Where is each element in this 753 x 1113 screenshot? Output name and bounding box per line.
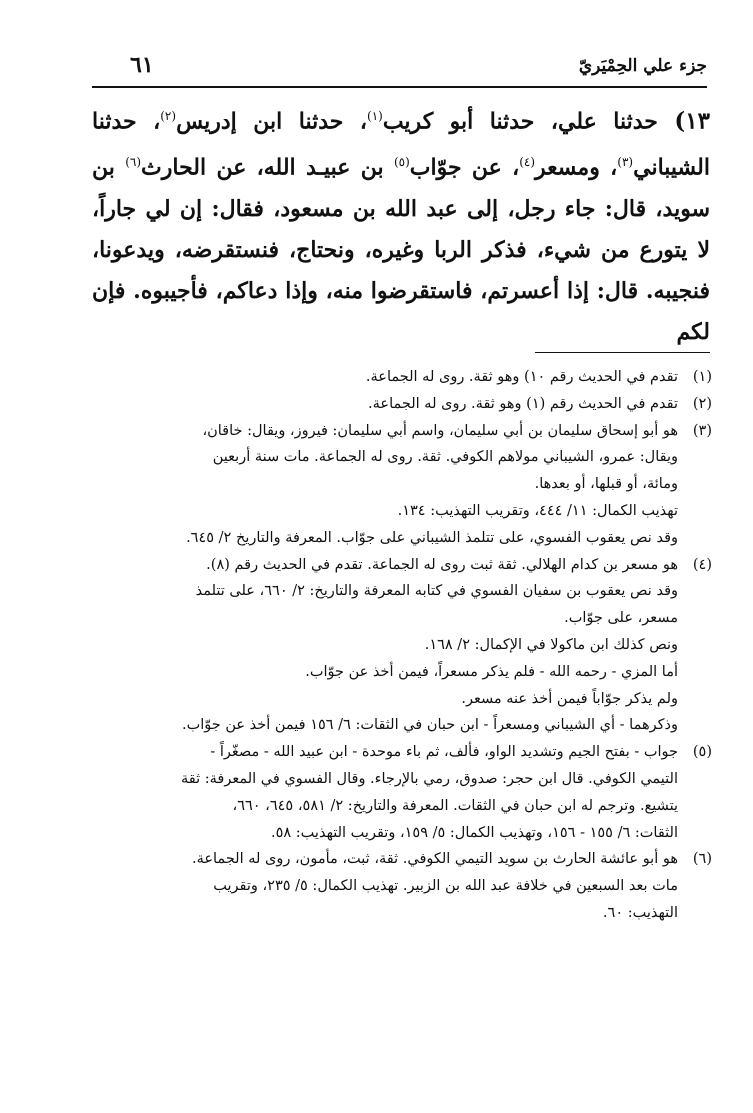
footnote-6 <box>100 846 712 926</box>
footnote-line: وقد نص يعقوب الفسوي، على تتلمذ الشيباني على جوّاب. المعرفة والتاريخ ٢/ ٦٤٥. <box>186 529 678 546</box>
footnote-ref-4[interactable]: (٤) <box>519 155 536 170</box>
text-segment: ، حدثنا ابن إدريس <box>176 108 367 135</box>
footnote-4 <box>100 552 712 740</box>
footnote-line: هو أبو عائشة الحارث بن سويد التيمي الكوفي. ثقة، ثبت، مأمون، روى له الجماعة. <box>191 851 678 868</box>
footnote-ref-3[interactable]: (٣) <box>617 155 634 170</box>
footnote-line: يتشيع. وترجم له ابن حبان في الثقات. المعرفة والتاريخ: ٢/ ٥٨١، ٦٤٥، ٦٦٠، <box>232 797 678 814</box>
footnote-ref-1[interactable]: (١) <box>367 109 383 123</box>
page-header <box>92 50 707 88</box>
footnote-line: ولم يذكر جوّاباً فيمن أخذ عنه مسعر. <box>461 690 678 707</box>
hadith-number: ١٣) <box>674 107 710 135</box>
text-segment: ، عن جوّاب <box>409 154 520 181</box>
footnote-number: (٥) <box>692 744 712 761</box>
footnote-ref-6[interactable]: (٦) <box>125 155 142 170</box>
footnote-line: هو أبو إسحاق سليمان بن أبي سليمان، واسم أبي سليمان: فيروز، ويقال: خاقان، <box>202 422 678 439</box>
page-number: ٦١ <box>130 52 154 78</box>
text-segment: يتورع من شيء، فذكر الربا وغيره، ونحتاج، فنستقرضه، ويدعونا، <box>92 236 688 263</box>
text-segment: حدثنا علي، حدثنا أبو كريب <box>382 108 675 135</box>
text-segment: فنجيبه. قال: إذا أعسرتم، فاستقرضوا منه، وإذا دعاكم، فأجيبوه. فإن لكم <box>92 277 710 345</box>
footnote-line: وقد نص يعقوب بن سفيان الفسوي في كتابه المعرفة والتاريخ: ٢/ ٦٦٠، على تتلمذ <box>195 583 678 600</box>
footnote-divider <box>535 352 710 353</box>
footnote-number: (٣) <box>692 422 712 439</box>
footnote-number: (١) <box>692 369 712 385</box>
footnote-line: تقدم في الحديث رقم ١٠) وهو ثقة. روى له الجماعة. <box>365 369 678 385</box>
footnote-line: تهذيب الكمال: ١١/ ٤٤٤، وتقريب التهذيب: ١٣٤. <box>397 502 678 519</box>
footnote-line: جواب - بفتح الجيم وتشديد الواو، فألف، ثم باء موحدة - ابن عبيد الله - مصغّراً - <box>210 744 678 761</box>
footnote-line: وذكرهما - أي الشيباني ومسعراً - ابن حبان في الثقات: ٦/ ١٥٦ فيمن أخذ عن جوّاب. <box>182 717 678 734</box>
footnote-2 <box>100 391 712 418</box>
footnote-line: هو مسعر بن كدام الهلالي. ثقة ثبت روى له الجماعة. تقدم في الحديث رقم (٨). <box>206 556 678 573</box>
footnote-line: التهذيب: ٦٠. <box>602 904 678 921</box>
text-segment: ، حدثنا <box>92 108 161 135</box>
footnote-line: ويقال: عمرو، الشيباني مولاهم الكوفي. ثقة. روى له الجماعة. مات سنة أربعين <box>212 449 678 466</box>
text-segment: ، ومسعر <box>535 154 618 181</box>
footnote-1 <box>100 364 712 391</box>
footnote-number: (٦) <box>692 851 712 868</box>
footnote-line: ونص كذلك ابن ماكولا في الإكمال: ٢/ ١٦٨. <box>424 636 678 653</box>
footnote-3 <box>100 418 712 552</box>
text-segment: سويد، قال: جاء رجل، إلى عبد الله بن مسعود، فقال: إن لي جاراً، لا <box>92 195 710 263</box>
footnote-line: تقدم في الحديث رقم (١) وهو ثقة. روى له الجماعة. <box>368 395 678 412</box>
footnote-line: التيمي الكوفي. قال ابن حجر: صدوق، رمي بالإرجاء. وقال الفسوي في المعرفة: ثقة <box>180 770 678 787</box>
footnote-line: مسعر، على جوّاب. <box>564 610 678 627</box>
hadith-text <box>92 96 710 353</box>
footnote-number: (٢) <box>692 395 712 412</box>
footnotes <box>100 364 712 927</box>
footnote-ref-5[interactable]: (٥) <box>393 155 410 170</box>
footnote-line: ومائة، أو قبلها، أو بعدها. <box>534 476 678 493</box>
text-segment: الشيباني <box>633 154 710 181</box>
footnote-5 <box>100 739 712 846</box>
text-segment: بن عبيـد الله، عن الحارث <box>141 154 394 181</box>
running-title: جزء علي الحِمْيَريّ <box>578 56 707 76</box>
footnote-ref-2[interactable]: (٢) <box>160 109 177 123</box>
footnote-line: الثقات: ٦/ ١٥٥ - ١٥٦، وتهذيب الكمال: ٥/ ١٥٩، وتقريب التهذيب: ٥٨. <box>271 824 678 841</box>
footnote-line: مات بعد السبعين في خلافة عبد الله بن الزبير. تهذيب الكمال: ٥/ ٢٣٥، وتقريب <box>213 878 678 895</box>
footnote-line: أما المزي - رحمه الله - فلم يذكر مسعراً، فيمن أخذ عن جوّاب. <box>305 663 678 680</box>
footnote-number: (٤) <box>692 556 712 573</box>
text-segment: بن <box>92 154 126 181</box>
